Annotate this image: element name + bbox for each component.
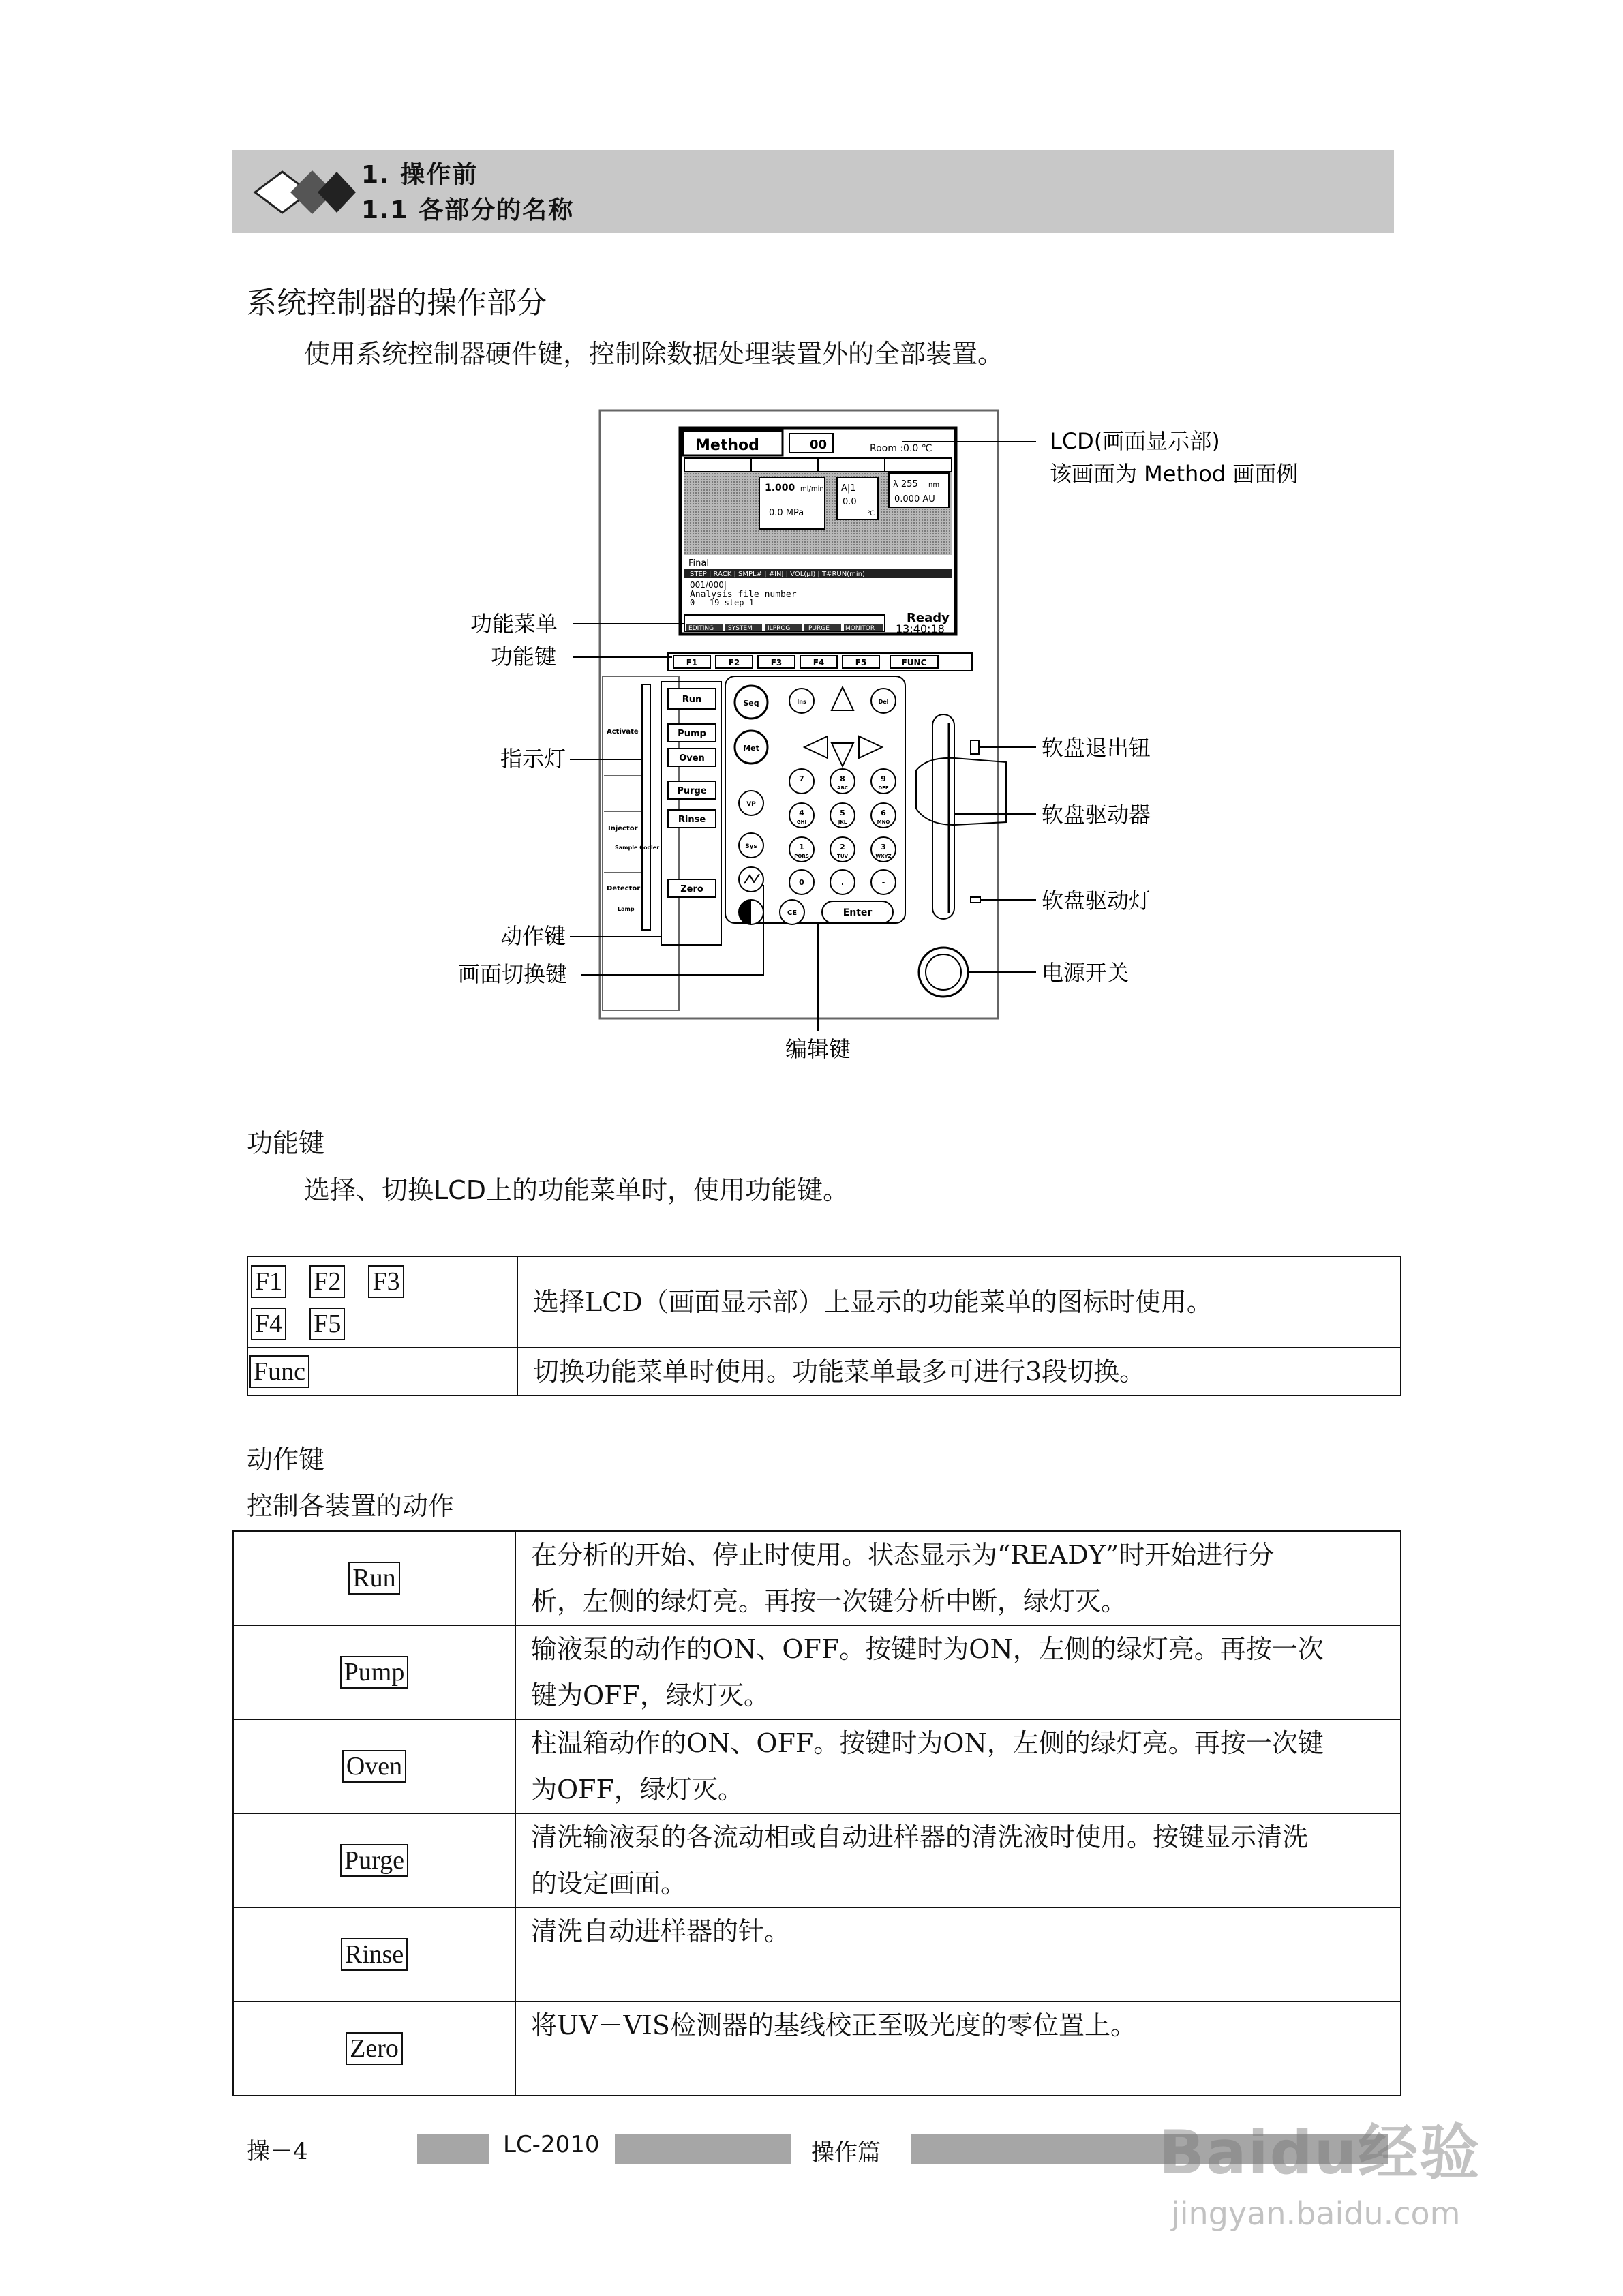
key-run: Run [348,1562,399,1595]
svg-text:VP: VP [746,801,756,808]
svg-text:Rinse: Rinse [678,815,706,825]
callout-indicator: 指示灯 [500,746,566,772]
svg-text:3: 3 [881,843,886,851]
graph-key [739,867,763,892]
callout-drive: 软盘驱动器 [1042,802,1151,828]
callout-power: 电源开关 [1042,960,1129,986]
svg-text:0.0 MPa: 0.0 MPa [769,508,804,518]
svg-text:PQRS: PQRS [794,854,809,859]
svg-text:Injector: Injector [608,825,638,832]
svg-text:Lamp: Lamp [618,906,635,912]
svg-text:F3: F3 [770,658,783,667]
key-f5: F5 [309,1308,345,1340]
svg-text:ILPROG: ILPROG [768,625,791,632]
floppy-lamp [971,897,980,903]
svg-text:Detector: Detector [607,885,641,892]
svg-text:Ins: Ins [797,699,806,705]
callout-eject: 软盘退出钮 [1042,735,1151,761]
svg-text:STEP | RACK | SMPL# | #INJ | V: STEP | RACK | SMPL# | #INJ | VOL(μl) | T#RUN(min) [690,571,865,578]
key-pump: Pump [340,1656,409,1689]
svg-text:Analysis file number: Analysis file number [690,590,797,600]
section-title: 系统控制器的操作部分 [247,286,547,320]
footer-model: LC-2010 [503,2131,600,2158]
key-f4: F4 [251,1308,286,1340]
key-f2: F2 [309,1265,345,1298]
svg-text:PURGE: PURGE [808,625,830,632]
lcd-mode: Method [695,437,759,454]
function-keys-title: 功能键 [247,1128,325,1158]
callout-drive-lamp: 软盘驱动灯 [1042,888,1151,913]
footer-bar [615,2134,791,2164]
callout-edit-key: 编辑键 [785,1036,851,1062]
svg-text:001/000|: 001/000| [690,580,727,590]
svg-text:DEF: DEF [878,785,889,791]
key-oven: Oven [342,1750,406,1783]
svg-text:0: 0 [799,878,804,887]
svg-text:Enter: Enter [843,907,873,918]
callout-screen-switch: 画面切换键 [458,961,568,987]
watermark-url: jingyan.baidu.com [1171,2195,1461,2232]
svg-text:5: 5 [840,809,845,817]
callout-lcd-note: 该画面为 Method 画面例 [1050,461,1299,487]
svg-text:Activate: Activate [607,728,639,736]
func-key-desc: 切换功能菜单时使用。功能菜单最多可进行3段切换。 [517,1348,1401,1395]
svg-text:Final: Final [688,558,709,569]
svg-text:Del: Del [878,699,889,705]
function-keys-table [247,1256,1401,1396]
svg-text:TUV: TUV [837,854,848,859]
callout-func-menu: 功能菜单 [470,611,558,637]
footer-bar [417,2134,489,2164]
lcd-status: Ready [907,611,950,625]
table-row: Zero 将UV－VIS检测器的基线校正至吸光度的零位置上。 [233,2002,1401,2096]
svg-text:CE: CE [787,909,798,917]
svg-text:2: 2 [840,843,845,851]
svg-text:ml/min: ml/min [800,485,824,493]
header-diamond-icon [249,158,365,226]
key-f3: F3 [368,1265,404,1298]
svg-text:Oven: Oven [679,753,705,764]
table-row: Oven 柱温箱动作的ON、OFF。按键时为ON，左侧的绿灯亮。再按一次键 为OFF，绿灯灭。 [233,1719,1401,1813]
function-keys-desc: 选择、切换LCD上的功能菜单时，使用功能键。 [304,1175,849,1205]
svg-text:JKL: JKL [838,819,847,825]
key-purge: Purge [340,1844,408,1877]
svg-text:0 - 19 step 1: 0 - 19 step 1 [690,598,754,607]
svg-text:Sys: Sys [745,843,757,850]
table-row: Purge 清洗输液泵的各流动相或自动进样器的清洗液时使用。按键显示清洗 的设定画面。 [233,1813,1401,1907]
svg-text:WXYZ: WXYZ [875,854,892,859]
key-zero: Zero [346,2032,403,2065]
floppy-drive [932,714,954,919]
svg-text:Zero: Zero [680,884,703,894]
svg-text:1.000: 1.000 [765,483,795,494]
table-row: Rinse 清洗自动进样器的针。 [233,1907,1401,2002]
floppy-eject-button [971,740,979,754]
action-keys-desc: 控制各装置的动作 [247,1491,455,1521]
svg-text:λ 255: λ 255 [893,479,918,489]
svg-text:Purge: Purge [677,786,707,796]
svg-text:00: 00 [810,438,828,452]
svg-text:GHI: GHI [796,819,807,825]
svg-text:Pump: Pump [678,729,706,739]
svg-text:9: 9 [881,774,886,783]
svg-text:0.0: 0.0 [843,497,857,507]
svg-text:Seq: Seq [743,699,759,708]
svg-text:6: 6 [881,809,886,817]
svg-text:8: 8 [840,774,845,783]
svg-text:℃: ℃ [867,510,875,517]
f-keys-desc: 选择LCD（画面显示部）上显示的功能菜单的图标时使用。 [517,1256,1401,1348]
svg-text:SYSTEM: SYSTEM [728,625,753,632]
footer-section: 操作篇 [811,2139,881,2166]
controller-diagram [436,402,1336,1091]
svg-text:nm: nm [928,481,940,489]
key-f1: F1 [251,1265,286,1298]
svg-text:ABC: ABC [837,785,848,791]
page-number: 操－4 [247,2138,308,2165]
svg-text:Met: Met [743,744,759,753]
section-intro: 使用系统控制器硬件键，控制除数据处理装置外的全部装置。 [304,339,1004,369]
svg-text:.: . [840,878,845,887]
callout-action-key: 动作键 [500,923,566,949]
svg-text:7: 7 [799,774,804,783]
svg-text:F1: F1 [686,658,698,667]
svg-text:EDITING: EDITING [688,625,714,632]
callout-func-key: 功能键 [491,644,557,669]
svg-text:0.000 AU: 0.000 AU [894,494,935,504]
svg-text:F2: F2 [728,658,740,667]
svg-text:-: - [881,878,885,887]
svg-text:MNO: MNO [877,819,890,825]
svg-text:F5: F5 [855,658,867,667]
svg-text:4: 4 [799,809,804,817]
svg-text:1: 1 [799,843,804,851]
action-keys-title: 动作键 [247,1445,325,1475]
svg-text:A|1: A|1 [841,483,856,494]
key-func: Func [249,1355,309,1388]
svg-text:F4: F4 [813,658,825,667]
svg-text:FUNC: FUNC [901,658,927,667]
table-row: Run 在分析的开始、停止时使用。状态显示为“READY”时开始进行分 析，左侧的绿灯亮。再按一次键分析中断，绿灯灭。 [233,1531,1401,1625]
svg-text:MONITOR: MONITOR [845,625,875,632]
svg-text:Sample Cooler: Sample Cooler [615,845,660,851]
chapter-title: 1. 操作前 [361,161,479,189]
svg-text:Run: Run [682,695,702,705]
table-row [247,1348,1401,1395]
table-row: Pump 输液泵的动作的ON、OFF。按键时为ON，左侧的绿灯亮。再按一次 键为OFF，绿灯灭。 [233,1625,1401,1719]
svg-text:Room :0.0 ℃: Room :0.0 ℃ [870,443,932,454]
watermark-brand: Baidu经验 [1159,2117,1481,2188]
callout-lcd: LCD(画面显示部) [1050,428,1220,454]
action-keys-table [232,1530,1401,2096]
lcd-time: 13:40:18 [896,622,945,635]
subsection-title: 1.1 各部分的名称 [361,196,575,224]
table-row [247,1256,1401,1348]
key-rinse: Rinse [341,1938,408,1971]
